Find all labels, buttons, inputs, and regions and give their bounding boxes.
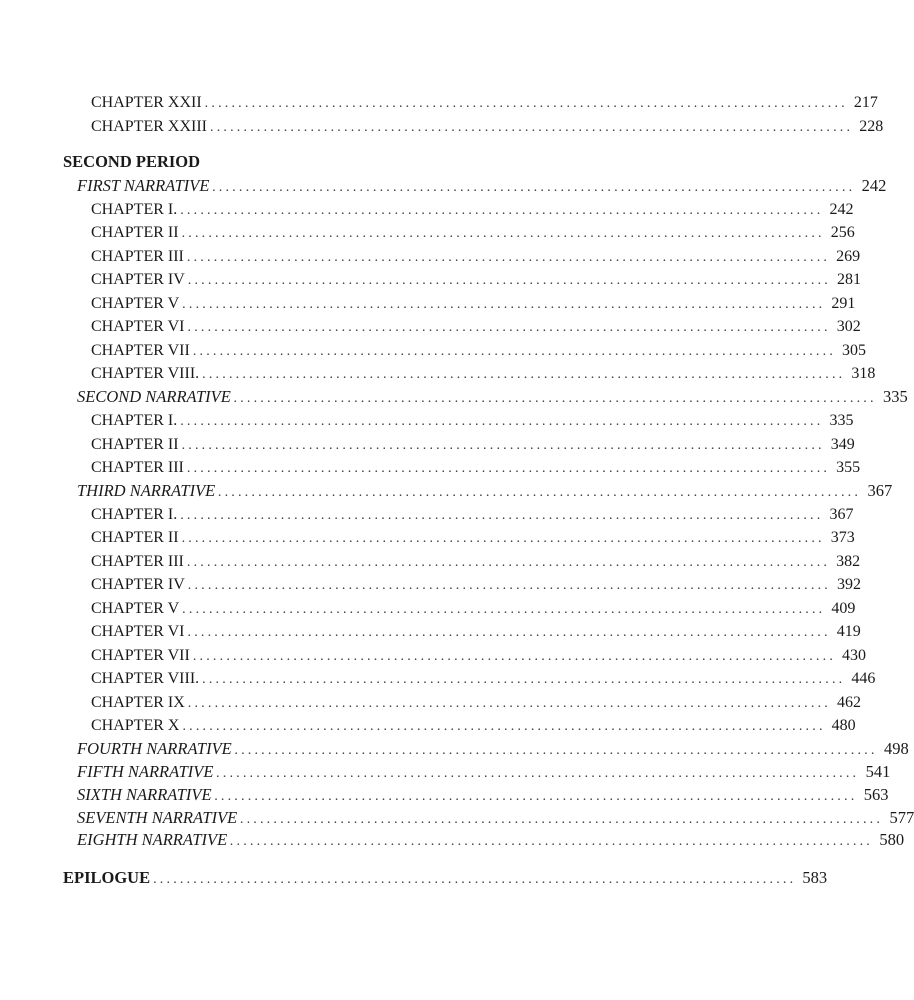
leader-dots: ................................................................................................ [218,485,862,500]
toc-entry-chapter[interactable] [91,363,876,385]
toc-entry-page-number: 446 [851,670,876,687]
leader-dots: ................................................................................................ [234,743,878,758]
leader-dots: ................................................................................................ [202,367,846,382]
toc-entry-page-number: 583 [802,868,828,887]
toc-entry-page-number: 382 [836,553,861,570]
toc-entry-label: CHAPTER I. [91,412,178,429]
toc-entry-label: CHAPTER II [91,436,179,453]
toc-entry-label: CHAPTER IV [91,576,185,593]
toc-entry-page-number: 373 [830,529,855,546]
toc-entry-label: CHAPTER VII [91,647,190,664]
toc-entry-chapter[interactable] [91,316,861,338]
toc-entry-label: CHAPTER III [91,459,184,476]
leader-dots: ................................................................................................ [187,578,831,593]
toc-entry-second-narrative[interactable] [77,386,908,408]
toc-entry-label: CHAPTER I. [91,201,178,218]
leader-dots: ................................................................................................ [216,766,860,781]
leader-dots: ................................................................................................ [153,872,797,887]
toc-entry-page-number: 430 [842,647,867,664]
toc-entry-chapter[interactable] [91,434,855,456]
toc-entry-page-number: 318 [851,365,876,382]
toc-entry-label: CHAPTER II [91,529,179,546]
toc-entry-page-number: 367 [829,506,854,523]
toc-entry-chapter[interactable] [91,246,861,268]
leader-dots: ................................................................................................ [187,625,831,640]
toc-entry-page-number: 242 [829,201,854,218]
toc-entry-page-number: 242 [861,176,887,195]
toc-entry-label: SIXTH NARRATIVE [77,785,212,804]
leader-dots: ................................................................................................ [187,273,831,288]
toc-entry-label: CHAPTER V [91,295,180,312]
toc-entry-page-number: 281 [836,271,861,288]
toc-entry-page-number: 335 [829,412,854,429]
toc-entry-page-number: 349 [830,436,855,453]
toc-entry-chapter[interactable] [91,621,861,643]
toc-entry-label: CHAPTER VII [91,342,190,359]
toc-entry-eighth-narrative[interactable] [77,829,905,851]
leader-dots: ................................................................................................ [180,203,824,218]
toc-entry-chapter[interactable] [91,645,867,667]
toc-entry-chapter[interactable] [91,504,854,526]
toc-entry-fourth-narrative[interactable] [77,738,909,760]
toc-entry-label: FOURTH NARRATIVE [77,739,232,758]
toc-entry-chapter[interactable] [91,269,861,291]
leader-dots: ................................................................................................ [180,414,824,429]
toc-entry-label: CHAPTER I. [91,506,178,523]
toc-entry-page-number: 498 [883,739,909,758]
toc-entry-label: CHAPTER III [91,248,184,265]
toc-entry-page-number: 302 [836,318,861,335]
toc-entry-page-number: 563 [863,785,889,804]
toc-entry-label: THIRD NARRATIVE [77,481,216,500]
toc-entry-chapter[interactable] [91,574,861,596]
toc-entry-label: SEVENTH NARRATIVE [77,808,238,827]
toc-entry-label: CHAPTER IX [91,694,185,711]
toc-entry-chapter[interactable] [91,551,861,573]
toc-entry-first-narrative[interactable] [77,175,887,197]
toc-entry-label: EIGHTH NARRATIVE [77,830,228,849]
leader-dots: ................................................................................................ [181,438,825,453]
toc-entry-page-number: 419 [836,623,861,640]
toc-entry-page-number: 462 [836,694,861,711]
toc-entry-chapter-xxii[interactable] [91,92,878,114]
leader-dots: ................................................................................................ [186,461,831,476]
leader-dots: ................................................................................................ [187,320,831,335]
leader-dots: ................................................................................................ [181,531,825,546]
toc-entry-page-number: 217 [853,94,878,111]
toc-entry-label: CHAPTER VI [91,318,185,335]
toc-entry-label: CHAPTER XXII [91,94,202,111]
toc-entry-page-number: 392 [836,576,861,593]
toc-entry-page-number: 305 [842,342,867,359]
toc-entry-chapter[interactable] [91,527,855,549]
toc-entry-label: CHAPTER V [91,600,180,617]
toc-entry-label: FIFTH NARRATIVE [77,762,214,781]
toc-entry-page-number: 335 [883,387,908,406]
toc-entry-epilogue[interactable] [63,867,828,889]
toc-entry-chapter[interactable] [91,222,855,244]
toc-entry-chapter[interactable] [91,668,876,690]
leader-dots: ................................................................................................ [214,789,858,804]
leader-dots: ................................................................................................ [240,812,884,827]
leader-dots: ................................................................................................ [192,344,837,359]
leader-dots: ................................................................................................ [182,297,826,312]
toc-entry-chapter[interactable] [91,715,856,737]
toc-entry-label: CHAPTER VIII. [91,670,200,687]
toc-entry-page-number: 228 [859,118,884,135]
leader-dots: ................................................................................................ [202,672,846,687]
toc-entry-page-number: 580 [879,830,905,849]
toc-entry-label: CHAPTER X [91,717,180,734]
toc-entry-chapter[interactable] [91,692,861,714]
toc-entry-label: FIRST NARRATIVE [77,176,210,195]
leader-dots: ................................................................................................ [192,649,837,664]
leader-dots: ................................................................................................ [204,96,848,111]
leader-dots: ................................................................................................ [182,719,826,734]
leader-dots: ................................................................................................ [186,555,831,570]
toc-entry-page-number: 256 [830,224,855,241]
leader-dots: ................................................................................................ [210,120,854,135]
toc-entry-chapter[interactable] [91,598,856,620]
toc-entry-chapter[interactable] [91,457,861,479]
toc-entry-third-narrative[interactable] [77,480,893,502]
toc-entry-chapter-xxiii[interactable] [91,116,884,138]
toc-entry-label: CHAPTER III [91,553,184,570]
toc-entry-page-number: 577 [889,808,914,827]
toc-entry-label: CHAPTER VI [91,623,185,640]
toc-entry-page-number: 541 [865,762,891,781]
section-heading-second-period: SECOND PERIOD [63,152,201,171]
toc-entry-page-number: 291 [831,295,856,312]
toc-entry-label: CHAPTER IV [91,271,185,288]
toc-entry-page-number: 367 [867,481,893,500]
toc-entry-page-number: 480 [831,717,856,734]
toc-entry-chapter[interactable] [91,340,867,362]
leader-dots: ................................................................................................ [230,834,874,849]
toc-entry-label: EPILOGUE [63,868,151,887]
leader-dots: ................................................................................................ [182,602,826,617]
leader-dots: ................................................................................................ [180,508,824,523]
toc-entry-label: SECOND NARRATIVE [77,387,231,406]
leader-dots: ................................................................................................ [187,696,831,711]
toc-entry-page-number: 355 [836,459,861,476]
toc-entry-sixth-narrative[interactable] [77,784,889,806]
toc-entry-chapter[interactable] [91,293,856,315]
leader-dots: ................................................................................................ [233,391,878,406]
toc-entry-page-number: 409 [831,600,856,617]
toc-entry-seventh-narrative[interactable] [77,807,914,829]
toc-entry-fifth-narrative[interactable] [77,761,891,783]
toc-entry-page-number: 269 [836,248,861,265]
leader-dots: ................................................................................................ [212,180,856,195]
toc-entry-chapter[interactable] [91,199,854,221]
leader-dots: ................................................................................................ [181,226,825,241]
toc-entry-chapter[interactable] [91,410,854,432]
toc-entry-label: CHAPTER XXIII [91,118,207,135]
toc-entry-label: CHAPTER II [91,224,179,241]
leader-dots: ................................................................................................ [186,250,831,265]
toc-entry-label: CHAPTER VIII. [91,365,200,382]
